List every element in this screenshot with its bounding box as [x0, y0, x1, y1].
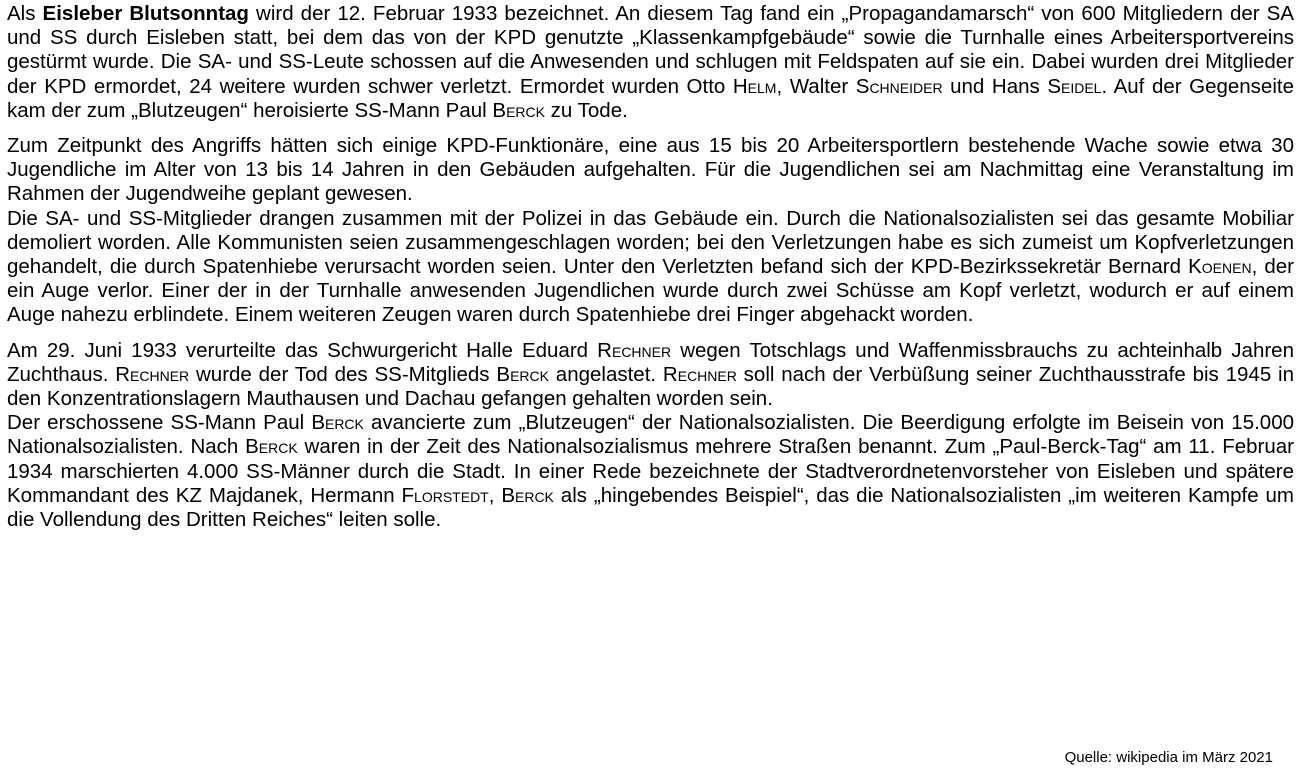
paragraph-2	[7, 134, 1294, 207]
text-segment: angelastet.	[548, 362, 663, 386]
name-helm: Helm	[732, 74, 777, 98]
text-segment: Am 29. Juni 1933 verurteilte das Schwurgericht Halle Eduard	[7, 338, 598, 362]
term-eisleber-blutsonntag: Eisleber Blutsonntag	[42, 2, 249, 25]
name-rechner: Rechner	[597, 338, 672, 362]
name-berck: Berck	[492, 98, 545, 122]
paragraph-1	[7, 2, 1294, 123]
text-segment: , der ein Auge verlor. Einer der in der Turnhalle anwesenden Jugendlichen wurde durch zwei Schüsse am Kopf verletzt, wodurch er auf einem Auge nahezu erblindete. Einem weiteren Zeugen waren durch Spatenhiebe drei Finger abgehackt worden.	[7, 255, 1294, 327]
text-segment: und Hans	[942, 74, 1048, 98]
paragraph-gap	[7, 328, 1294, 339]
text-segment: waren in der Zeit des Nationalsozialismus mehrere Straßen benannt. Zum „Paul-Berck-Tag“ am 11. Februar 1934 marschierten 4.000 SS-Männer durch die Stadt. In einer Rede bezeichnete der Stadtverordnetenvorsteher von Eisleben und spätere Kommandant des KZ Majdanek, Hermann	[7, 435, 1295, 507]
document-body	[7, 2, 1294, 532]
text-segment: als „hingebendes Beispiel“, das die Nationalsozialisten „im weiteren Kampfe um die Vollendung des Dritten Reiches“ leiten solle.	[7, 483, 1294, 532]
text-segment: soll nach der Verbüßung seiner Zuchthausstrafe bis 1945 in den Konzentrationslagern Mauthausen und Dachau gefangen gehalten worden sein.	[7, 362, 1294, 411]
name-seidel: Seidel	[1047, 74, 1102, 98]
name-koenen: Koenen	[1188, 255, 1252, 279]
text-segment: Als	[7, 2, 43, 25]
text-segment: ,	[488, 483, 502, 507]
name-berck: Berck	[501, 483, 554, 507]
name-schneider: Schneider	[855, 74, 943, 98]
text-segment: avancierte zum „Blutzeugen“ der Nationalsozialisten. Die Beerdigung erfolgte im Beisein von 15.000 Nationalsozialisten. Nach	[7, 411, 1294, 459]
paragraph-4	[7, 339, 1294, 412]
text-segment: wegen Totschlags und Waffenmissbrauchs zu achteinhalb Jahren Zuchthaus.	[7, 338, 1294, 386]
text-segment: wird der 12. Februar 1933 bezeichnet. An diesem Tag fand ein „Propagandamarsch“ von 600 Mitgliedern der SA und SS durch Eisleben statt, bei dem das von der KPD genutzte „Klassenkampfgebäude“ sowie die Turnhalle eines Arbeitersportvereins gestürmt wurde. Die SA- und SS-Leute schossen auf die Anwesenden und schlugen mit Feldspaten auf sie ein. Dabei wurden drei Mitglieder der KPD ermordet, 24 weitere wurden schwer verletzt. Ermordet wurden Otto	[7, 2, 1294, 98]
source-note: Quelle: wikipedia im März 2021	[1064, 749, 1273, 766]
text-segment: . Auf der Gegenseite kam der zum „Blutzeugen“ heroisierte SS-Mann Paul	[7, 74, 1294, 122]
text-segment: Der erschossene SS-Mann Paul	[7, 411, 312, 435]
name-rechner: Rechner	[662, 362, 737, 386]
name-berck: Berck	[311, 411, 364, 435]
paragraph-3	[7, 207, 1294, 328]
paragraph-gap	[7, 123, 1294, 134]
text-segment: , Walter	[776, 74, 856, 98]
text-segment: zu Tode.	[544, 98, 628, 122]
text-segment: wurde der Tod des SS-Mitglieds	[189, 362, 497, 386]
text-segment: Zum Zeitpunkt des Angriffs hätten sich einige KPD-Funktionäre, eine aus 15 bis 20 Arbeitersportlern bestehende Wache sowie etwa 30 Jugendliche im Alter von 13 bis 14 Jahren in den Gebäuden aufgehalten. Für die Jugendlichen sei am Nachmittag eine Veranstaltung im Rahmen der Jugendweihe geplant gewesen.	[7, 134, 1294, 206]
name-rechner: Rechner	[115, 362, 190, 386]
paragraph-5	[7, 411, 1294, 532]
name-berck: Berck	[245, 435, 298, 459]
text-segment: Die SA- und SS-Mitglieder drangen zusammen mit der Polizei in das Gebäude ein. Durch die Nationalsozialisten sei das gesamte Mobiliar demoliert worden. Alle Kommunisten seien zusammengeschlagen worden; bei den Verletzungen habe es sich zumeist um Kopfverletzungen gehandelt, die durch Spatenhiebe verursacht worden seien. Unter den Verletzten befand sich der KPD-Bezirkssekretär Bernard	[7, 206, 1294, 279]
name-florstedt: Florstedt	[401, 483, 489, 507]
name-berck: Berck	[496, 362, 549, 386]
